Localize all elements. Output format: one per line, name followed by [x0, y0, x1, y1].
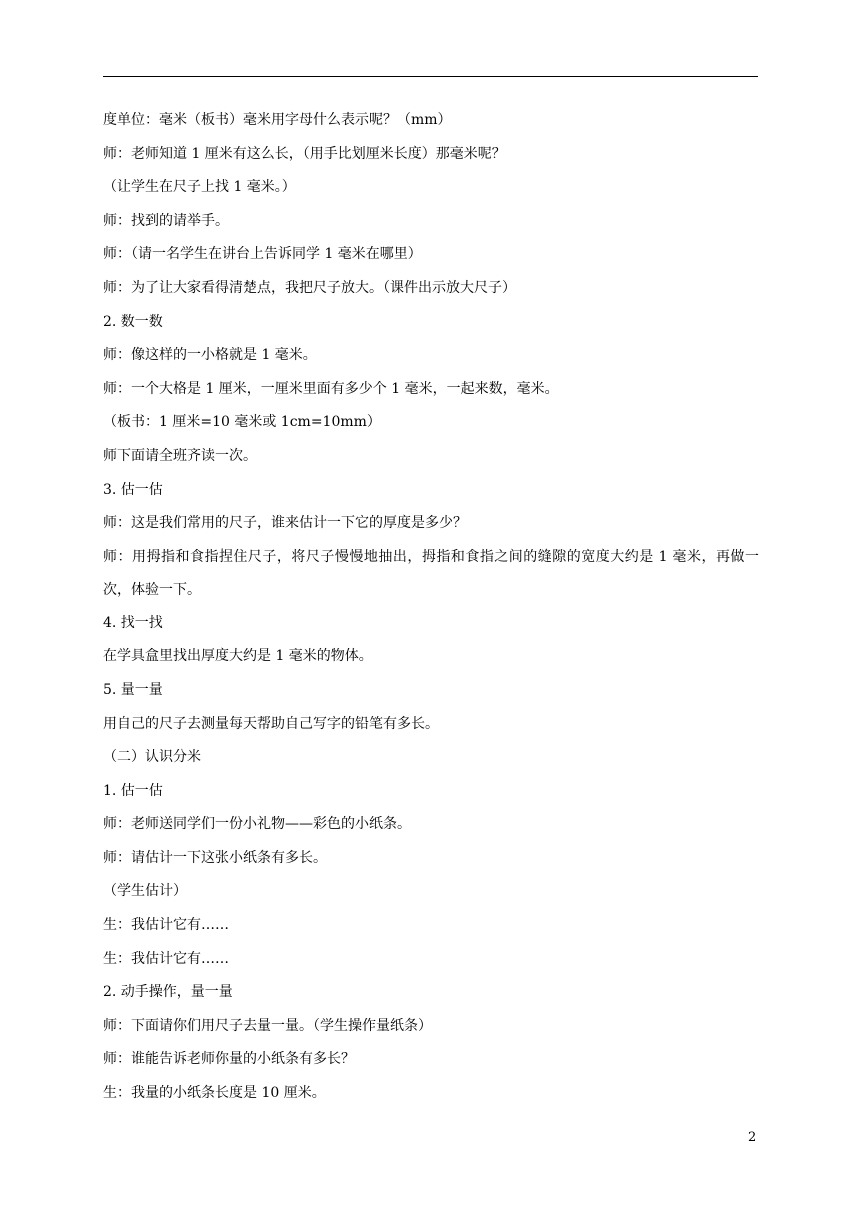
- paragraph: 师：像这样的一小格就是 1 毫米。: [103, 347, 317, 364]
- paragraph: 师下面请全班齐读一次。: [103, 447, 257, 464]
- paragraph: 度单位：毫米（板书）毫米用字母什么表示呢？（mm）: [103, 112, 452, 128]
- paragraph: 师：谁能告诉老师你量的小纸条有多长？: [103, 1051, 355, 1068]
- paragraph: 在学具盒里找出厚度大约是 1 毫米的物体。: [103, 648, 373, 665]
- paragraph: 师：老师知道 1 厘米有这么长，（用手比划厘米长度）那毫米呢？: [103, 145, 506, 162]
- header-rule: [103, 76, 758, 77]
- page-number: 2: [748, 1130, 757, 1145]
- paragraph: 师：一个大格是 1 厘米，一厘米里面有多少个 1 毫米，一起来数，毫米。: [103, 380, 559, 397]
- paragraph: 师：这是我们常用的尺子，谁来估计一下它的厚度是多少？: [103, 515, 467, 532]
- section-heading: 2. 动手操作，量一量: [103, 984, 233, 1001]
- section-heading: 2. 数一数: [103, 313, 163, 330]
- paragraph: （让学生在尺子上找 1 毫米。）: [103, 179, 296, 196]
- paragraph: 生：我估计它有……: [103, 950, 229, 967]
- paragraph: （学生估计）: [103, 883, 187, 900]
- paragraph: 用自己的尺子去测量每天帮助自己写字的铅笔有多长。: [103, 715, 439, 732]
- paragraph: 生：我量的小纸条长度是 10 厘米。: [103, 1085, 326, 1102]
- document-body: [103, 104, 759, 1111]
- section-heading: 4. 找一找: [103, 614, 163, 631]
- paragraph: 生：我估计它有……: [103, 917, 229, 934]
- section-heading: 1. 估一估: [103, 782, 163, 799]
- paragraph: 师：用拇指和食指捏住尺子，将尺子慢慢地抽出，拇指和食指之间的缝隙的宽度大约是 1 毫米，再做一次，体验一下。: [103, 548, 759, 598]
- paragraph: 师：老师送同学们一份小礼物——彩色的小纸条。: [103, 816, 411, 833]
- section-heading: 5. 量一量: [103, 681, 163, 698]
- paragraph: 师：下面请你们用尺子去量一量。（学生操作量纸条）: [103, 1017, 432, 1034]
- paragraph: 师：找到的请举手。: [103, 212, 229, 229]
- paragraph: 师：（请一名学生在讲台上告诉同学 1 毫米在哪里）: [103, 246, 422, 263]
- section-heading: （二）认识分米: [103, 749, 201, 766]
- paragraph: 师：请估计一下这张小纸条有多长。: [103, 849, 327, 866]
- section-heading: 3. 估一估: [103, 481, 163, 498]
- paragraph: 师：为了让大家看得清楚点，我把尺子放大。（课件出示放大尺子）: [103, 279, 516, 296]
- paragraph: （板书：1 厘米=10 毫米或 1cm=10mm）: [103, 414, 381, 431]
